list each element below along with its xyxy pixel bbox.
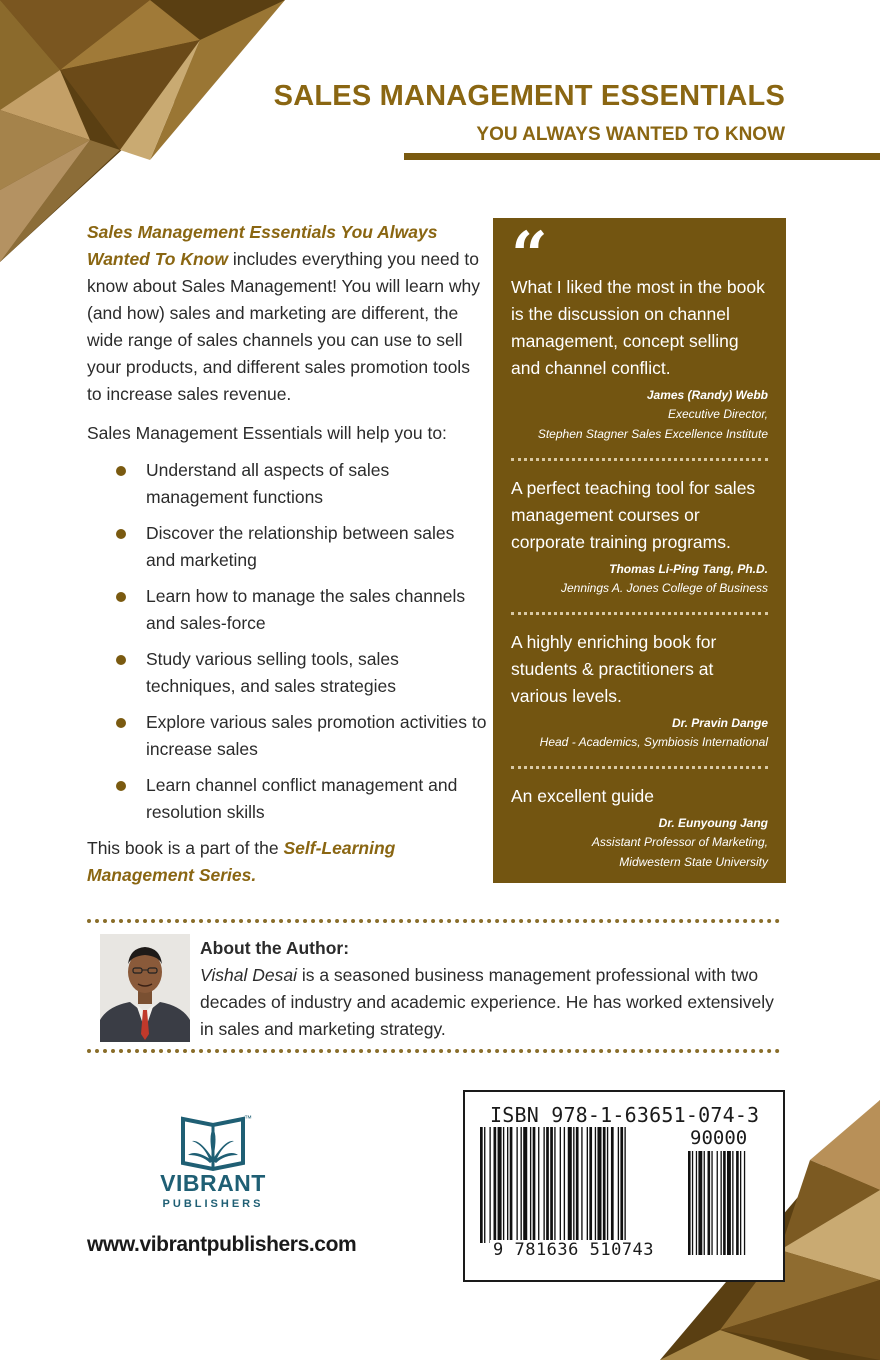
barcode-bar [624, 1127, 625, 1243]
barcode-addon-bar [696, 1151, 697, 1255]
testimonial-author: Thomas Li-Ping Tang, Ph.D. [609, 562, 768, 576]
price-code: 90000 [690, 1127, 748, 1149]
isbn-number: ISBN 978-1-63651-074-3 [490, 1103, 760, 1127]
barcode-bar [523, 1127, 527, 1243]
barcode-bar [550, 1127, 553, 1243]
barcode-bar [510, 1127, 513, 1243]
quote-icon: “ [511, 218, 548, 293]
about-author [200, 935, 790, 1043]
testimonial-box [493, 218, 786, 883]
testimonial-author: Dr. Pravin Dange [671, 716, 768, 730]
bullet-icon [116, 592, 126, 602]
trademark-mark: ™ [244, 1114, 252, 1123]
barcode-bar [507, 1127, 508, 1243]
intro-paragraph [87, 219, 487, 408]
barcode-bar [595, 1127, 596, 1243]
bullet-icon [116, 655, 126, 665]
barcode-bar [543, 1127, 544, 1243]
barcode-addon-bar [723, 1151, 726, 1255]
barcode-bar [564, 1127, 565, 1243]
barcode-bar [568, 1127, 572, 1243]
testimonial-quote: A perfect teaching tool for sales management courses or corporate training programs. [511, 478, 756, 552]
barcode-addon-bar [704, 1151, 705, 1255]
list-item [87, 583, 487, 637]
bullet-icon [116, 466, 126, 476]
dotted-divider [87, 919, 780, 923]
testimonial-role: Executive Director, [667, 407, 768, 421]
testimonial-author: Dr. Eunyoung Jang [658, 816, 768, 830]
barcode-bar [480, 1127, 483, 1243]
barcode-bar [538, 1127, 539, 1243]
list-item-text: Learn channel conflict management and resolution skills [146, 775, 458, 822]
testimonial-role: Midwestern State University [619, 855, 768, 869]
intro-book-title: Sales Management Essentials You Always Wanted To Know [87, 222, 438, 269]
list-item-text: Learn how to manage the sales channels and sales-force [146, 586, 466, 633]
author-heading: About the Author: [200, 938, 350, 958]
testimonial-divider [511, 458, 768, 461]
description-column [87, 219, 487, 889]
barcode-addon-bar [740, 1151, 741, 1255]
testimonial-quote: An excellent guide [511, 786, 655, 806]
barcode-bar [494, 1127, 497, 1243]
list-item-text: Study various selling tools, sales techniques, and sales strategies [146, 649, 399, 696]
bullet-icon [116, 718, 126, 728]
barcode-bar [554, 1127, 555, 1243]
list-item-text: Explore various sales promotion activities to increase sales [146, 712, 487, 759]
barcode-bar [516, 1127, 517, 1243]
series-name: Self-Learning Management Series. [87, 838, 396, 885]
publisher-name: VIBRANT [160, 1170, 266, 1196]
list-item-text: Discover the relationship between sales and marketing [146, 523, 455, 570]
series-prefix: This book is a part of the [87, 838, 284, 858]
barcode-bar [587, 1127, 588, 1243]
barcode-addon-bar [727, 1151, 731, 1255]
book-title: SALES MANAGEMENT ESSENTIALS [273, 80, 785, 112]
list-item [87, 646, 487, 700]
help-lead: Sales Management Essentials will help you to: [87, 423, 447, 443]
title-underline [404, 153, 880, 160]
barcode-addon-bar [736, 1151, 739, 1255]
dotted-divider [87, 1049, 780, 1053]
barcode-bar [589, 1127, 592, 1243]
barcode-bar [530, 1127, 531, 1243]
list-item-text: Understand all aspects of sales management functions [146, 460, 390, 507]
testimonial-quote: A highly enriching book for students & practitioners at various levels. [511, 632, 717, 706]
testimonial-divider [511, 766, 768, 769]
list-item [87, 772, 487, 826]
bullet-icon [116, 529, 126, 539]
barcode-addon-bar [698, 1151, 702, 1255]
bullet-icon [116, 781, 126, 791]
barcode-bar [484, 1127, 485, 1243]
barcode-bar [546, 1127, 549, 1243]
barcode-bar [521, 1127, 522, 1243]
book-subtitle: YOU ALWAYS WANTED TO KNOW [476, 124, 785, 145]
barcode-addon-bar [732, 1151, 733, 1255]
barcode-bar [498, 1127, 502, 1243]
author-bio-text: is a seasoned business management professional with two decades of industry and academic experience. He has worked extensively in sales and marketing strategy. [200, 965, 774, 1039]
barcode-addon-bar [711, 1151, 712, 1255]
testimonial-divider [511, 612, 768, 615]
intro-text: includes everything you need to know about Sales Management! You will learn why (and how) sales and marketing are different, the wide range of sales channels you can use to sell your products, and different sales promotion tools to increase sales revenue. [87, 249, 481, 404]
benefit-list [87, 457, 487, 826]
list-item [87, 709, 487, 763]
barcode-bar [620, 1127, 623, 1243]
barcode-bar [573, 1127, 574, 1243]
barcode-bar [533, 1127, 536, 1243]
barcode-bar [560, 1127, 561, 1243]
barcode-addon-bar [692, 1151, 693, 1255]
barcode-bar [503, 1127, 504, 1243]
testimonial-role: Stephen Stagner Sales Excellence Institute [537, 427, 768, 441]
barcode-bar [618, 1127, 619, 1243]
barcode-addon-bar [688, 1151, 691, 1255]
list-item [87, 457, 487, 511]
barcode-bar [489, 1127, 490, 1243]
publisher-website[interactable]: www.vibrantpublishers.com [87, 1233, 357, 1256]
testimonial-quote: What I liked the most in the book is the discussion on channel management, concept selling and channel conflict. [511, 277, 765, 378]
series-line [87, 835, 487, 889]
barcode-addon-bar [721, 1151, 722, 1255]
author-photo [100, 934, 190, 1042]
author-bio [200, 962, 790, 1043]
publisher-subtitle: PUBLISHERS [162, 1198, 264, 1210]
testimonial-author: James (Randy) Webb [646, 388, 768, 402]
barcode-bar [607, 1127, 608, 1243]
barcode-bar [597, 1127, 601, 1243]
barcode-bar [576, 1127, 579, 1243]
barcode-bar [581, 1127, 582, 1243]
author-name: Vishal Desai [200, 965, 297, 985]
ean-digits: 9 781636 510743 [490, 1240, 657, 1260]
list-item [87, 520, 487, 574]
barcode-addon-bar [717, 1151, 718, 1255]
barcode-addon-bar [744, 1151, 745, 1255]
barcode-bar [603, 1127, 606, 1243]
testimonial-role: Assistant Professor of Marketing, [591, 835, 768, 849]
barcode-addon-bar [708, 1151, 711, 1255]
testimonial-role: Head - Academics, Symbiosis International [539, 735, 768, 749]
barcode-bar [611, 1127, 614, 1243]
testimonial-role: Jennings A. Jones College of Business [560, 581, 768, 595]
